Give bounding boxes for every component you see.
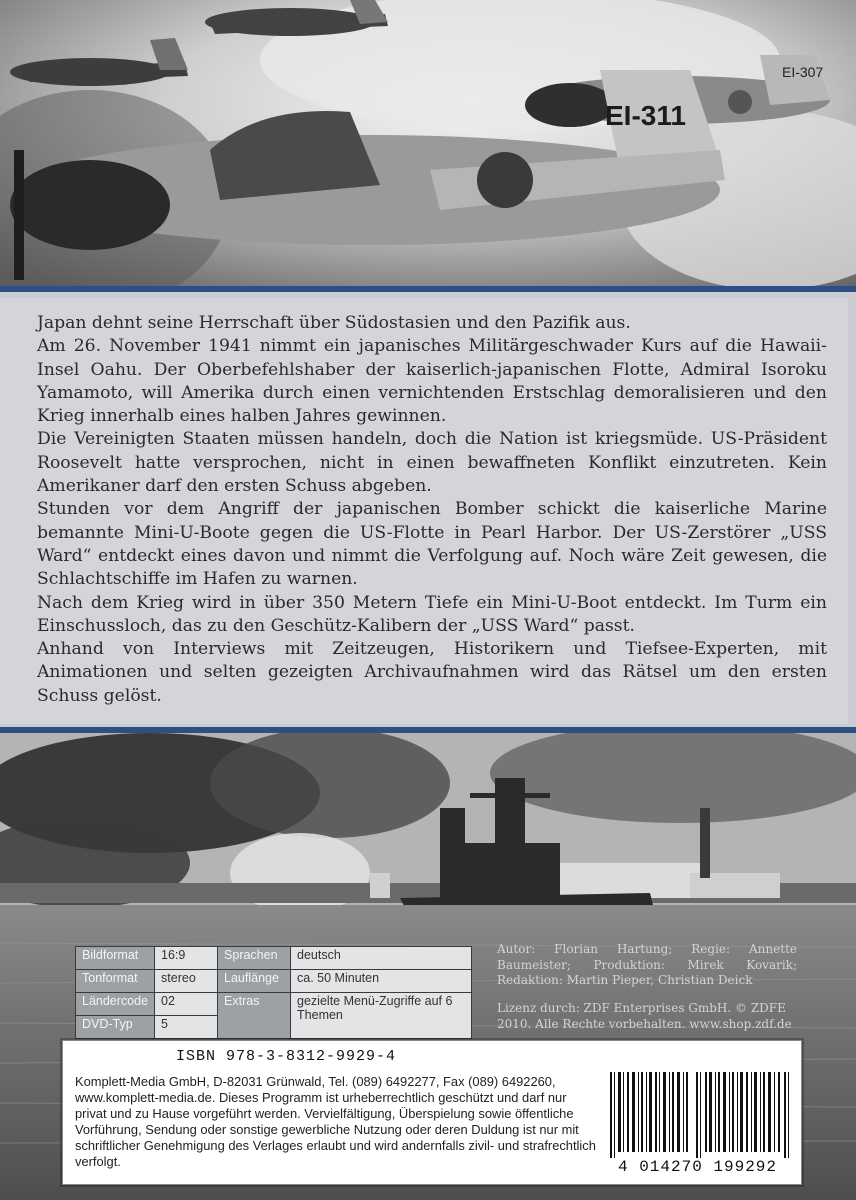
tail-code-main: EI-311 — [605, 100, 686, 131]
synopsis-paragraph-1: Japan dehnt seine Herrschaft über Südostasien und den Pazifik aus. — [37, 313, 631, 333]
top-divider — [0, 286, 856, 292]
spec-label-laufzeit: Lauflänge — [218, 970, 291, 993]
synopsis-text — [37, 312, 827, 708]
spec-value-laendercode: 02 — [155, 993, 218, 1016]
spec-label-bildformat: Bildformat — [76, 947, 155, 970]
spec-value-sprachen: deutsch — [291, 947, 472, 970]
spec-label-tonformat: Tonformat — [76, 970, 155, 993]
spec-value-bildformat: 16:9 — [155, 947, 218, 970]
spec-value-tonformat: stereo — [155, 970, 218, 993]
spec-label-dvdtyp: DVD-Typ — [76, 1016, 155, 1039]
license-text: Lizenz durch: ZDF Enterprises GmbH. © ZDFE 2010. Alle Rechte vorbehalten. www.shop.zdf.de — [497, 1001, 792, 1031]
spec-label-sprachen: Sprachen — [218, 947, 291, 970]
top-aircraft-photo — [0, 0, 856, 292]
spec-value-dvdtyp: 5 — [155, 1016, 218, 1039]
spec-row — [76, 993, 472, 1016]
aircraft-illustration — [0, 0, 856, 292]
synopsis-paragraph-2: Am 26. November 1941 nimmt ein japanisches Militärgeschwader Kurs auf die Hawaii-Insel Oahu. Der Oberbefehlshaber der kaiserlich-japanischen Flotte, Admiral Isoroku Yamamoto, will Amerika durch einen vernichtenden Erstschlag demoralisieren und den Krieg innerhalb eines halben Jahres gewinnen. — [37, 336, 827, 427]
spec-table — [75, 946, 472, 1039]
synopsis-paragraph-6: Anhand von Interviews mit Zeitzeugen, Historikern und Tiefsee-Experten, mit Animationen und selten gezeigten Archivaufnahmen wird das Rätsel um den ersten Schuss gelöst. — [37, 639, 827, 706]
spec-row — [76, 947, 472, 970]
spec-value-laufzeit: ca. 50 Minuten — [291, 970, 472, 993]
legal-text: Komplett-Media GmbH, D-82031 Grünwald, Tel. (089) 6492277, Fax (089) 6492260, www.komplett-media.de. Dieses Programm ist urheberrechtlich geschützt und darf nur privat und zu Hause vorgeführt werden. Vervielfältigung, Überspielung sowie öffentliche Vorführung, Sendung oder sonstige gewerbliche Nutzung oder deren Duldung ist nur mit schriftlicher Genehmigung des Verlages erlaubt und wird andernfalls zivil- und strafrechtlich verfolgt. — [75, 1074, 596, 1170]
spec-value-extras: gezielte Menü-Zugriffe auf 6 Themen — [291, 993, 472, 1039]
barcode-number: 4 014270 199292 — [617, 1158, 778, 1176]
synopsis-paragraph-4: Stunden vor dem Angriff der japanischen Bomber schickt die kaiserliche Marine bemannte Mini-U-Boote gegen die US-Flotte in Pearl Harbor. Der US-Zerstörer „USS Ward“ entdeckt eines davon und nimmt die Verfolgung auf. Noch wäre Zeit gewesen, die Schlachtschiffe im Hafen zu warnen. — [37, 499, 827, 590]
credits-text: Autor: Florian Hartung; Regie: Annette Baumeister; Produktion: Mirek Kovarik; Redaktion: Martin Pieper, Christian Deick — [497, 942, 797, 987]
isbn-number: ISBN 978-3-8312-9929-4 — [176, 1048, 397, 1065]
spec-label-laendercode: Ländercode — [76, 993, 155, 1016]
tail-code-rear: EI-307 — [782, 64, 824, 80]
synopsis-paragraph-3: Die Vereinigten Staaten müssen handeln, doch die Nation ist kriegsmüde. US-Präsident Roosevelt hatte versprochen, nicht in einen bewaffneten Konflikt einzutreten. Kein Amerikaner darf den ersten Schuss abgeben. — [37, 429, 827, 497]
synopsis-paragraph-5: Nach dem Krieg wird in über 350 Metern Tiefe ein Mini-U-Boot entdeckt. Im Turm ein Einschussloch, das zu den Geschütz-Kalibern der „USS Ward“ passt. — [37, 592, 827, 636]
spec-label-extras: Extras — [218, 993, 291, 1039]
spec-row — [76, 970, 472, 993]
barcode-icon — [608, 1072, 793, 1158]
